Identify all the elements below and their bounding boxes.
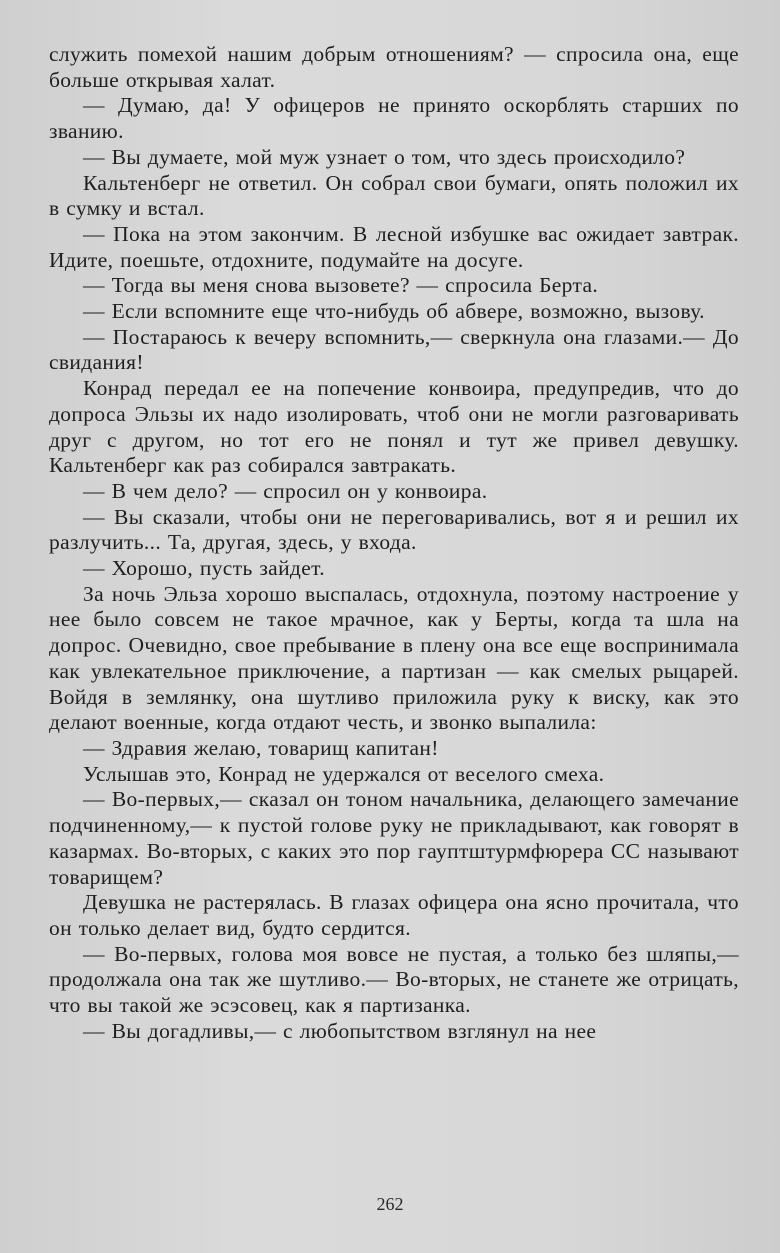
paragraph: — Во-первых, голова моя вовсе не пустая, а только без шляпы,— продолжала она так же шутливо.— Во-вторых, не станете же отрицать, что вы такой же эсэсовец, как я партизанка. xyxy=(49,941,739,1018)
paragraph: — Тогда вы меня снова вызовете? — спросила Берта. xyxy=(83,273,599,298)
paragraph-continuation: служить помехой нашим добрым отношениям? — спросила она, еще больше открывая халат. xyxy=(49,42,739,92)
paragraph: — Если вспомните еще что-нибудь об абвере, возможно, вызову. xyxy=(83,299,705,324)
paragraph: Кальтенберг не ответил. Он собрал свои бумаги, опять положил их в сумку и встал. xyxy=(49,170,739,221)
paragraph: Услышав это, Конрад не удержался от веселого смеха. xyxy=(83,761,605,786)
paragraph: За ночь Эльза хорошо выспалась, отдохнула, поэтому настроение у нее было совсем не такое мрачное, как у Берты, когда та шла на допрос. Очевидно, свое пребывание в плену она все еще воспринимала как увлекательное приключение, а партизан — как смелых рыцарей. Войдя в землянку, она шутливо приложила руку к виску, как это делают военные, когда отдают честь, и звонко выпалила: xyxy=(49,581,739,735)
paragraph: — Во-первых,— сказал он тоном начальника, делающего замечание подчиненному,— к пустой голове руку не прикладывают, как говорят в казармах. Во-вторых, с каких это пор гауптштурмфюрера СС называют товарищем? xyxy=(49,787,739,889)
paragraph: — Думаю, да! У офицеров не принято оскорблять старших по званию. xyxy=(49,93,739,144)
paragraph: — Постараюсь к вечеру вспомнить,— сверкнула она глазами.— До свидания! xyxy=(49,324,739,375)
paragraph: Конрад передал ее на попечение конвоира, предупредив, что до допроса Эльзы их надо изолировать, чтоб они не могли разговаривать друг с другом, но тот его не понял и тут же привел девушку. Кальтенберг как раз собирался завтракать. xyxy=(49,376,739,478)
paragraph: — Вы догадливы,— с любопытством взглянул на нее xyxy=(83,1018,597,1043)
page-number: 262 xyxy=(376,1194,404,1214)
paragraph: Девушка не растерялась. В глазах офицера она ясно прочитала, что он только делает вид, будто сердится. xyxy=(49,890,739,940)
paragraph: — Хорошо, пусть зайдет. xyxy=(83,556,325,581)
paragraph: — Пока на этом закончим. В лесной избушке вас ожидает завтрак. Идите, поешьте, отдохните, подумайте на досуге. xyxy=(49,221,739,272)
page-body-text xyxy=(49,42,739,1044)
paragraph: — В чем дело? — спросил он у конвоира. xyxy=(83,478,488,503)
paragraph: — Вы думаете, мой муж узнает о том, что здесь происходило? xyxy=(83,144,686,169)
paragraph: — Вы сказали, чтобы они не переговаривались, вот я и решил их разлучить... Та, другая, здесь, у входа. xyxy=(49,504,739,555)
paragraph: — Здравия желаю, товарищ капитан! xyxy=(83,735,439,760)
